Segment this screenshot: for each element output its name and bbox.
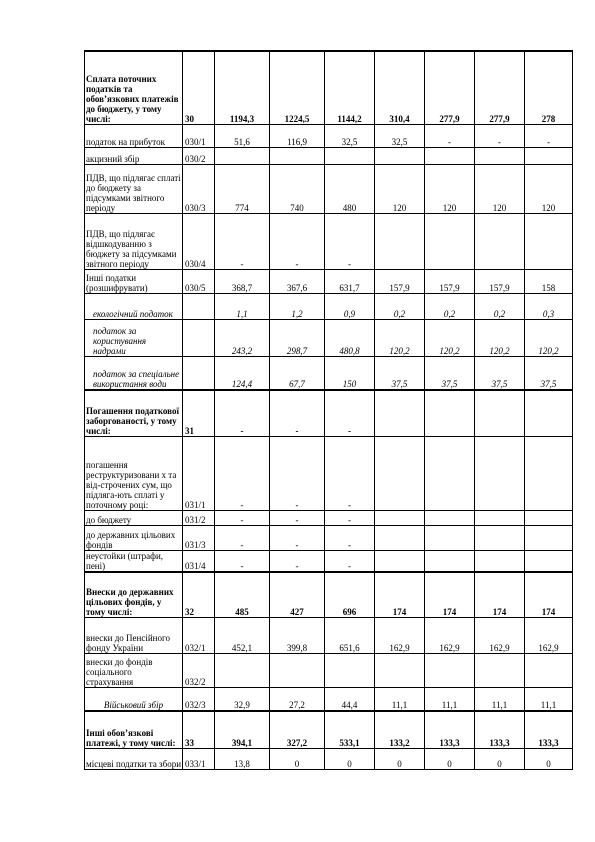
- value-cell: [475, 550, 525, 572]
- value-cell: [270, 147, 325, 164]
- value-cell: [475, 525, 525, 550]
- row-label: внески до Пенсійного фонду України: [85, 618, 183, 654]
- value-cell: -: [325, 510, 375, 525]
- row-label: акцизний збір: [85, 147, 183, 164]
- value-cell: 11,1: [425, 688, 475, 711]
- value-cell: 116,9: [270, 124, 325, 147]
- table-row: [85, 51, 573, 124]
- row-label: до державних цільових фондів: [85, 525, 183, 550]
- value-cell: [475, 510, 525, 525]
- value-cell: 0: [475, 749, 525, 770]
- row-code: 31: [183, 390, 215, 436]
- row-label: до бюджету: [85, 510, 183, 525]
- row-label: Погашення податкової заборгованості, у тому числі:: [85, 390, 183, 436]
- row-label: ПДВ, що підлягає сплаті до бюджету за підсумками звітного періоду: [85, 164, 183, 213]
- value-cell: 32,9: [215, 688, 270, 711]
- table-body: [85, 51, 573, 770]
- value-cell: 0,2: [475, 293, 525, 319]
- row-label: ПДВ, що підлягає відшкодуванню з бюджету за підсумками звітного періоду: [85, 213, 183, 269]
- value-cell: [475, 654, 525, 688]
- value-cell: 277,9: [475, 51, 525, 124]
- table-row: [85, 147, 573, 164]
- value-cell: 243,2: [215, 319, 270, 356]
- row-code: 033/1: [183, 749, 215, 770]
- value-cell: 157,9: [375, 269, 425, 293]
- value-cell: [325, 654, 375, 688]
- value-cell: 37,5: [375, 356, 425, 390]
- row-code: 032/1: [183, 618, 215, 654]
- value-cell: 1224,5: [270, 51, 325, 124]
- value-cell: -: [270, 390, 325, 436]
- value-cell: 158: [525, 269, 573, 293]
- table-row: [85, 550, 573, 572]
- value-cell: [525, 525, 573, 550]
- table-row: [85, 269, 573, 293]
- table-row: [85, 164, 573, 213]
- value-cell: 120: [525, 164, 573, 213]
- row-code: 32: [183, 572, 215, 618]
- value-cell: [525, 436, 573, 510]
- value-cell: -: [270, 510, 325, 525]
- row-code: [183, 293, 215, 319]
- value-cell: 13,8: [215, 749, 270, 770]
- value-cell: 427: [270, 572, 325, 618]
- value-cell: 0: [525, 749, 573, 770]
- value-cell: [525, 213, 573, 269]
- value-cell: 157,9: [425, 269, 475, 293]
- value-cell: [425, 147, 475, 164]
- row-code: 030/3: [183, 164, 215, 213]
- value-cell: [425, 510, 475, 525]
- value-cell: 480: [325, 164, 375, 213]
- value-cell: 367,6: [270, 269, 325, 293]
- financial-plan-table: [84, 50, 573, 770]
- value-cell: -: [425, 124, 475, 147]
- value-cell: 0: [325, 749, 375, 770]
- value-cell: 124,4: [215, 356, 270, 390]
- value-cell: -: [215, 550, 270, 572]
- table-row: [85, 293, 573, 319]
- value-cell: 452,1: [215, 618, 270, 654]
- value-cell: -: [525, 124, 573, 147]
- row-code: 031/1: [183, 436, 215, 510]
- table-row: [85, 711, 573, 749]
- value-cell: -: [270, 213, 325, 269]
- value-cell: -: [325, 213, 375, 269]
- value-cell: 0,2: [375, 293, 425, 319]
- value-cell: 399,8: [270, 618, 325, 654]
- value-cell: [475, 147, 525, 164]
- value-cell: 11,1: [375, 688, 425, 711]
- row-code: [183, 356, 215, 390]
- value-cell: [425, 654, 475, 688]
- value-cell: [425, 436, 475, 510]
- row-code: [183, 319, 215, 356]
- value-cell: 120,2: [425, 319, 475, 356]
- value-cell: 133,3: [475, 711, 525, 749]
- value-cell: 67,7: [270, 356, 325, 390]
- value-cell: 37,5: [475, 356, 525, 390]
- value-cell: 162,9: [375, 618, 425, 654]
- value-cell: [375, 147, 425, 164]
- value-cell: [525, 654, 573, 688]
- value-cell: 774: [215, 164, 270, 213]
- value-cell: 44,4: [325, 688, 375, 711]
- value-cell: 11,1: [475, 688, 525, 711]
- value-cell: [525, 390, 573, 436]
- table-row: [85, 390, 573, 436]
- table-row: [85, 688, 573, 711]
- value-cell: [325, 147, 375, 164]
- value-cell: 162,9: [525, 618, 573, 654]
- value-cell: 174: [525, 572, 573, 618]
- value-cell: 32,5: [375, 124, 425, 147]
- value-cell: 133,3: [425, 711, 475, 749]
- row-label: Інші податки (розшифрувати): [85, 269, 183, 293]
- value-cell: 696: [325, 572, 375, 618]
- value-cell: 32,5: [325, 124, 375, 147]
- table-row: [85, 356, 573, 390]
- value-cell: 120: [475, 164, 525, 213]
- value-cell: -: [215, 510, 270, 525]
- row-label: неустойки (штрафи, пені): [85, 550, 183, 572]
- table-row: [85, 572, 573, 618]
- value-cell: [375, 525, 425, 550]
- value-cell: 480,8: [325, 319, 375, 356]
- value-cell: -: [215, 390, 270, 436]
- table-row: [85, 213, 573, 269]
- table-row: [85, 618, 573, 654]
- row-label: Інші обов’язкові платежі, у тому числі:: [85, 711, 183, 749]
- row-code: 33: [183, 711, 215, 749]
- value-cell: 120,2: [475, 319, 525, 356]
- row-code: 031/3: [183, 525, 215, 550]
- row-code: 030/4: [183, 213, 215, 269]
- value-cell: 327,2: [270, 711, 325, 749]
- value-cell: [525, 510, 573, 525]
- value-cell: 1,2: [270, 293, 325, 319]
- value-cell: 485: [215, 572, 270, 618]
- value-cell: [375, 390, 425, 436]
- table-row: [85, 436, 573, 510]
- table-row: [85, 654, 573, 688]
- value-cell: 1,1: [215, 293, 270, 319]
- row-code: 032/2: [183, 654, 215, 688]
- value-cell: -: [215, 213, 270, 269]
- value-cell: [425, 390, 475, 436]
- value-cell: 310,4: [375, 51, 425, 124]
- row-label: податок за користування надрами: [85, 319, 183, 356]
- value-cell: 368,7: [215, 269, 270, 293]
- value-cell: 1144,2: [325, 51, 375, 124]
- table-row: [85, 525, 573, 550]
- value-cell: [425, 550, 475, 572]
- row-code: 030/5: [183, 269, 215, 293]
- row-label: податок за спеціальне використання води: [85, 356, 183, 390]
- value-cell: 740: [270, 164, 325, 213]
- value-cell: 120,2: [525, 319, 573, 356]
- value-cell: -: [325, 525, 375, 550]
- value-cell: [525, 147, 573, 164]
- value-cell: [375, 654, 425, 688]
- value-cell: [375, 213, 425, 269]
- row-label: місцеві податки та збори: [85, 749, 183, 770]
- value-cell: 133,3: [525, 711, 573, 749]
- row-label: екологічний податок: [85, 293, 183, 319]
- value-cell: 120: [425, 164, 475, 213]
- row-label: Сплата поточних податків та обов’язкових платежів до бюджету, у тому числі:: [85, 51, 183, 124]
- value-cell: 51,6: [215, 124, 270, 147]
- value-cell: [215, 654, 270, 688]
- value-cell: 157,9: [475, 269, 525, 293]
- table-row: [85, 510, 573, 525]
- row-label: Військовий збір: [85, 688, 183, 711]
- table-row: [85, 749, 573, 770]
- value-cell: [425, 525, 475, 550]
- value-cell: 37,5: [425, 356, 475, 390]
- value-cell: 150: [325, 356, 375, 390]
- value-cell: 162,9: [475, 618, 525, 654]
- value-cell: [375, 550, 425, 572]
- value-cell: 278: [525, 51, 573, 124]
- value-cell: 651,6: [325, 618, 375, 654]
- row-code: 030/1: [183, 124, 215, 147]
- value-cell: 533,1: [325, 711, 375, 749]
- table-row: [85, 319, 573, 356]
- value-cell: [215, 147, 270, 164]
- value-cell: [375, 510, 425, 525]
- value-cell: 174: [375, 572, 425, 618]
- value-cell: [475, 390, 525, 436]
- value-cell: 277,9: [425, 51, 475, 124]
- value-cell: [425, 213, 475, 269]
- value-cell: 298,7: [270, 319, 325, 356]
- value-cell: 37,5: [525, 356, 573, 390]
- value-cell: 27,2: [270, 688, 325, 711]
- table-row: [85, 124, 573, 147]
- value-cell: 11,1: [525, 688, 573, 711]
- value-cell: -: [215, 436, 270, 510]
- value-cell: 631,7: [325, 269, 375, 293]
- value-cell: 394,1: [215, 711, 270, 749]
- value-cell: 1194,3: [215, 51, 270, 124]
- row-label: Внески до державних цільових фондів, у тому числі:: [85, 572, 183, 618]
- value-cell: 0,9: [325, 293, 375, 319]
- value-cell: 162,9: [425, 618, 475, 654]
- row-label: внески до фондів соціального страхування: [85, 654, 183, 688]
- value-cell: 120,2: [375, 319, 425, 356]
- value-cell: -: [475, 124, 525, 147]
- value-cell: 0: [375, 749, 425, 770]
- value-cell: 174: [475, 572, 525, 618]
- row-code: 031/4: [183, 550, 215, 572]
- row-label: податок на прибуток: [85, 124, 183, 147]
- value-cell: [375, 436, 425, 510]
- value-cell: 174: [425, 572, 475, 618]
- value-cell: 133,2: [375, 711, 425, 749]
- value-cell: 0: [425, 749, 475, 770]
- value-cell: -: [325, 390, 375, 436]
- value-cell: -: [270, 525, 325, 550]
- row-code: 030/2: [183, 147, 215, 164]
- value-cell: 0,2: [425, 293, 475, 319]
- value-cell: 0,3: [525, 293, 573, 319]
- value-cell: [525, 550, 573, 572]
- value-cell: -: [215, 525, 270, 550]
- value-cell: 0: [270, 749, 325, 770]
- value-cell: [270, 654, 325, 688]
- row-code: 30: [183, 51, 215, 124]
- row-code: 031/2: [183, 510, 215, 525]
- value-cell: -: [270, 436, 325, 510]
- value-cell: -: [270, 550, 325, 572]
- row-label: погашення реструктуризовани х та від-строчених сум, що підляга-ють сплаті у поточному році:: [85, 436, 183, 510]
- value-cell: 120: [375, 164, 425, 213]
- value-cell: -: [325, 550, 375, 572]
- value-cell: [475, 436, 525, 510]
- value-cell: -: [325, 436, 375, 510]
- value-cell: [475, 213, 525, 269]
- row-code: 032/3: [183, 688, 215, 711]
